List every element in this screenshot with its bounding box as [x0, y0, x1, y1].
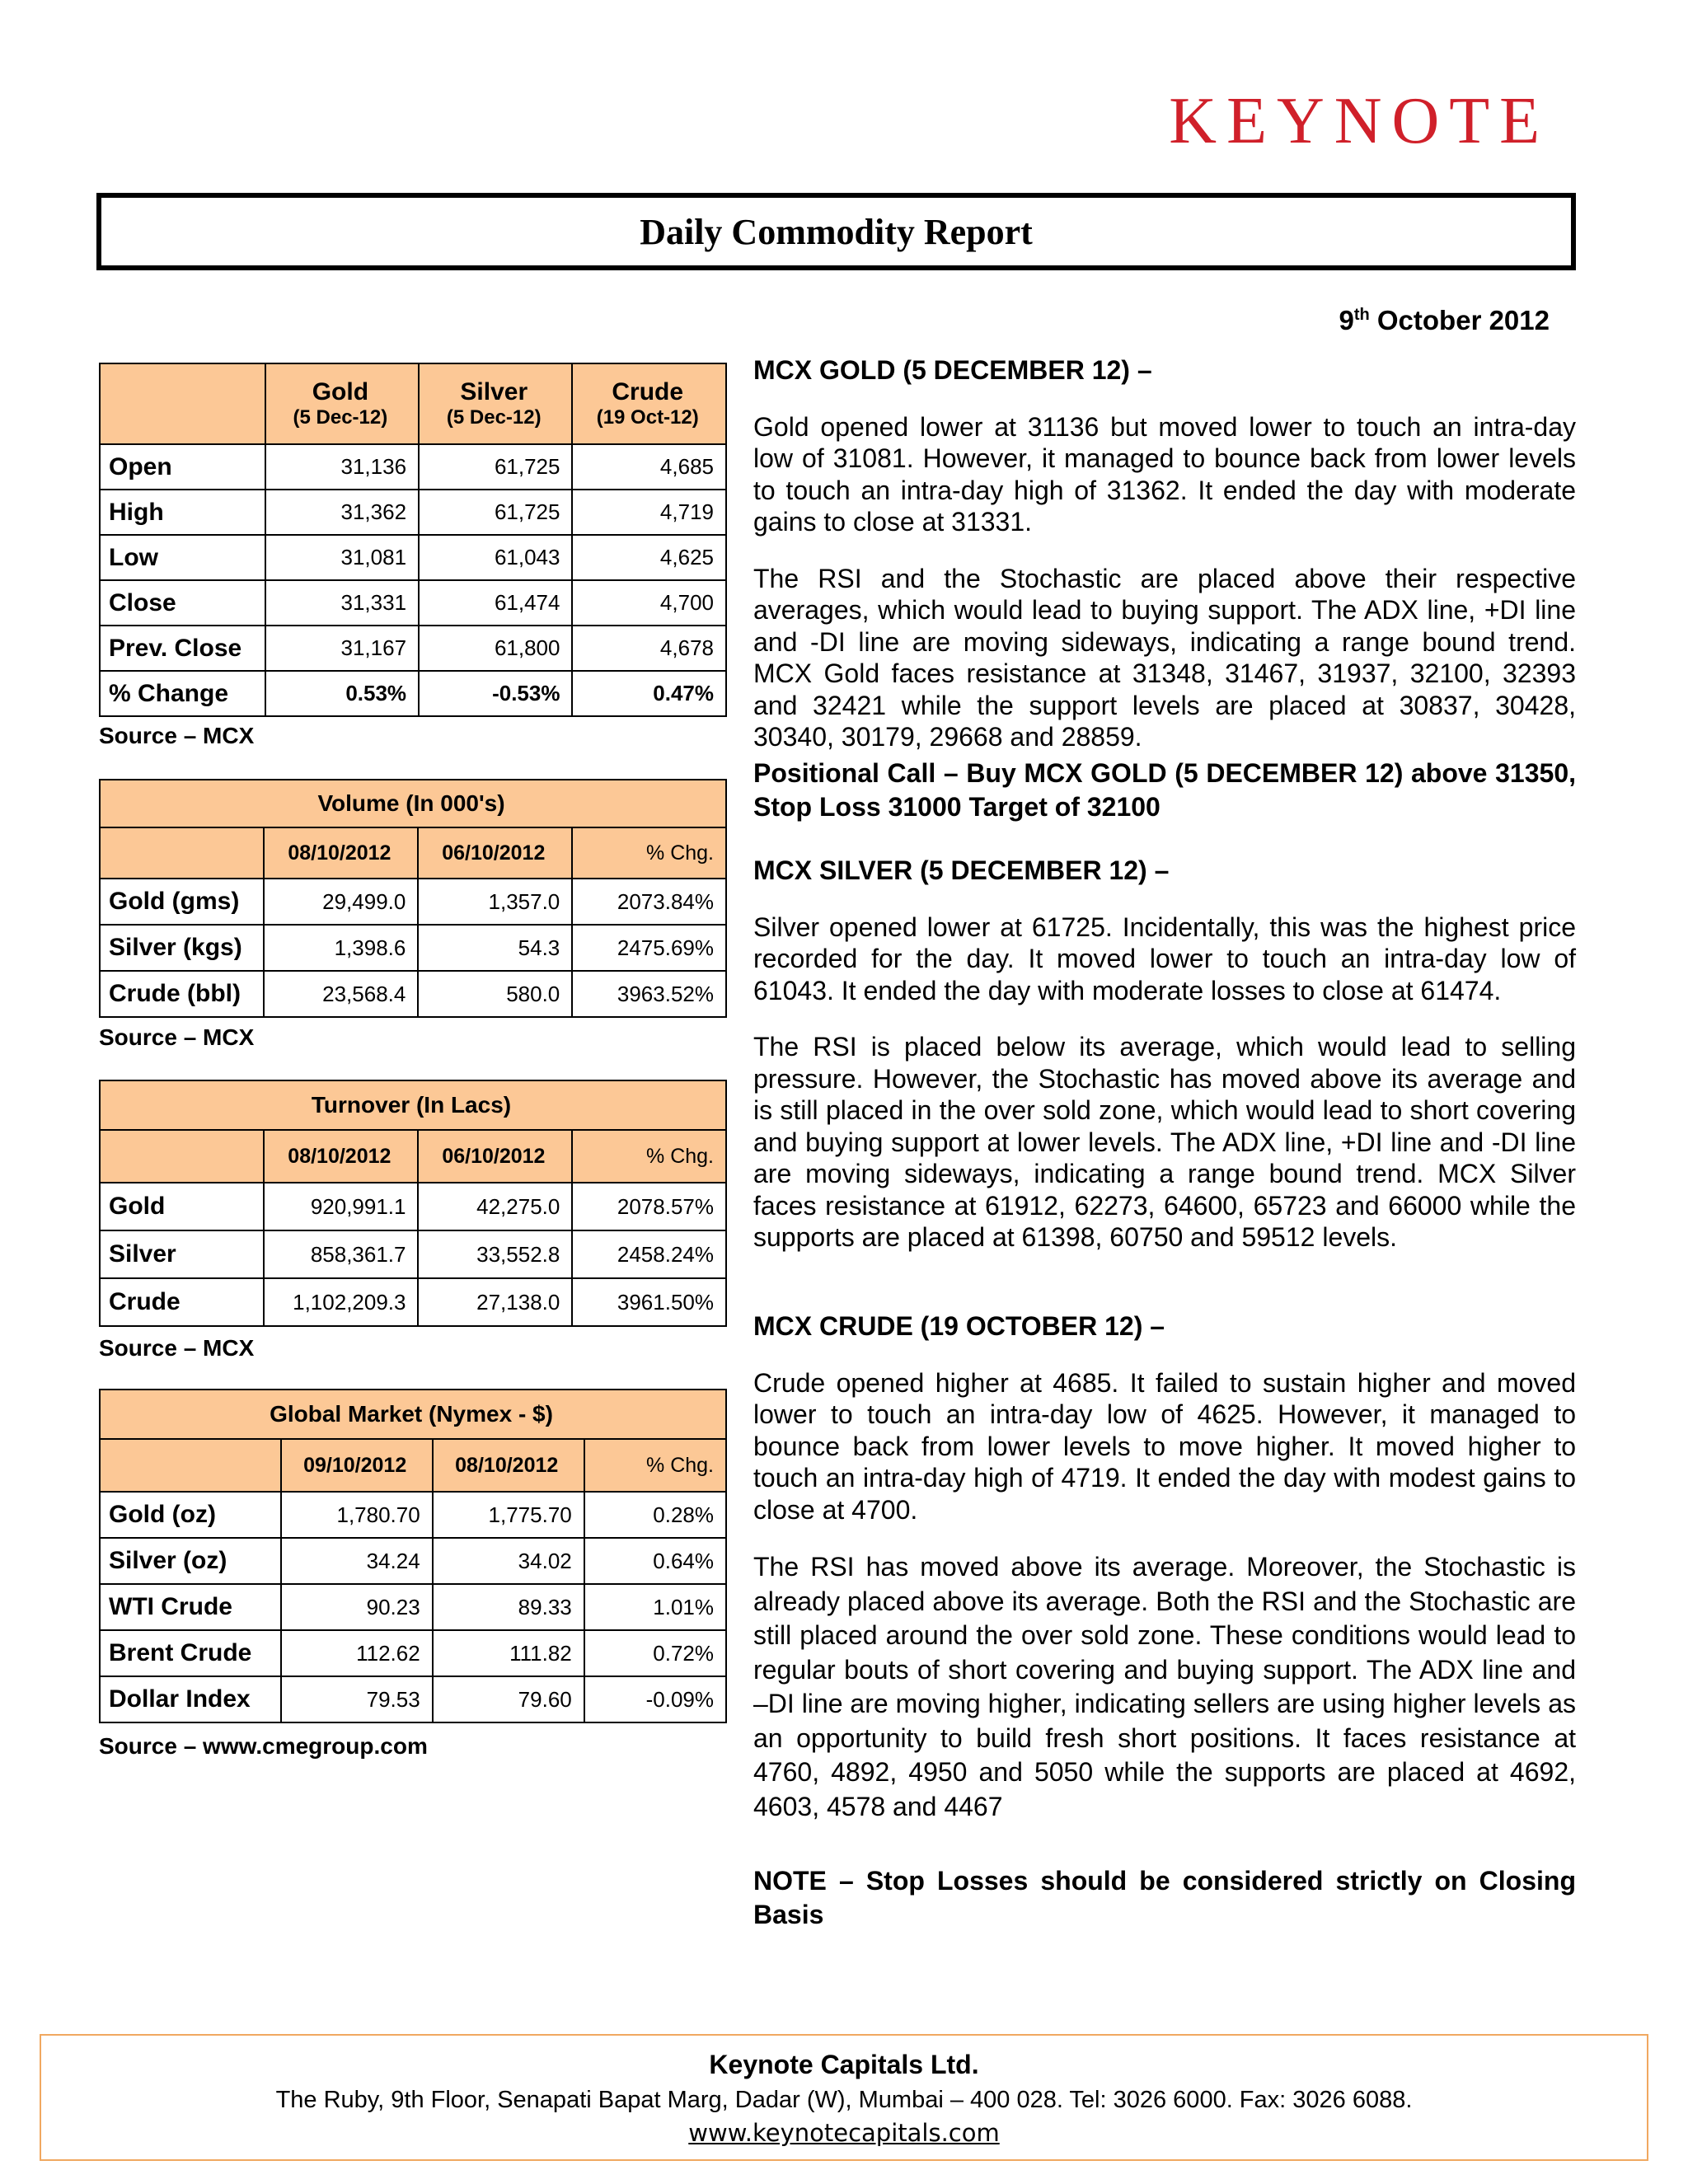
- table-row: Brent Crude 112.62 111.82 0.72%: [100, 1630, 726, 1676]
- stop-loss-note: NOTE – Stop Losses should be considered strictly on Closing Basis: [753, 1866, 1576, 1929]
- price-source: Source – MCX: [99, 723, 255, 748]
- silver-heading: MCX SILVER (5 DECEMBER 12) –: [753, 855, 1170, 885]
- turnover-source: Source – MCX: [99, 1335, 255, 1361]
- global-source: Source – www.cmegroup.com: [99, 1733, 428, 1759]
- report-title: Daily Commodity Report: [640, 211, 1033, 252]
- report-title-box: [96, 193, 1576, 270]
- volume-title: Volume (In 000's): [100, 780, 726, 827]
- table-row: Silver (kgs) 1,398.6 54.3 2475.69%: [100, 925, 726, 971]
- global-title: Global Market (Nymex - $): [100, 1390, 726, 1439]
- table-row: Silver 858,361.7 33,552.8 2458.24%: [100, 1230, 726, 1278]
- gold-paragraph-2: The RSI and the Stochastic are placed above their respective averages, which would lead to buying support. The ADX line, +DI line and -DI line are moving sideways, indicating a range bound trend. MCX Gold faces resistance at 31348, 31467, 31937, 32100, 32393 and 32421 while the support levels are placed at 30837, 30428, 30340, 30179, 29668 and 28859.: [753, 563, 1576, 752]
- report-date: 9th October 2012: [1339, 305, 1550, 335]
- gold-header: Gold (5 Dec-12): [265, 363, 419, 444]
- crude-header: Crude (19 Oct-12): [572, 363, 726, 444]
- turnover-title: Turnover (In Lacs): [100, 1080, 726, 1130]
- silver-section: [753, 855, 1576, 1254]
- table-row: % Change 0.53% -0.53% 0.47%: [100, 671, 726, 716]
- volume-source: Source – MCX: [99, 1024, 255, 1050]
- price-table: [99, 363, 727, 717]
- table-row: Low 31,081 61,043 4,625: [100, 535, 726, 580]
- table-row: Dollar Index 79.53 79.60 -0.09%: [100, 1676, 726, 1722]
- crude-paragraph-2: The RSI has moved above its average. Moreover, the Stochastic is already placed above its average. Both the RSI and the Stochastic are still placed around the over sold zone. These conditions would lead to regular bouts of short covering and buying support. The ADX line and –DI line are moving higher, indicating sellers are using higher levels as an opportunity to build fresh short positions. It faces resistance at 4760, 4892, 4950 and 5050 while the supports are placed at 4692, 4603, 4578 and 4467: [753, 1552, 1576, 1821]
- footer-website-link[interactable]: www.keynotecapitals.com: [688, 2119, 1000, 2147]
- table-row: Crude 1,102,209.3 27,138.0 3961.50%: [100, 1278, 726, 1326]
- table-row: High 31,362 61,725 4,719: [100, 490, 726, 535]
- table-row: Prev. Close 31,167 61,800 4,678: [100, 626, 726, 671]
- table-row: WTI Crude 90.23 89.33 1.01%: [100, 1584, 726, 1630]
- crude-heading: MCX CRUDE (19 OCTOBER 12) –: [753, 1311, 1165, 1341]
- gold-paragraph-1: Gold opened lower at 31136 but moved lower to touch an intra-day low of 31081. However, it managed to bounce back from lower levels to touch an intra-day high of 31362. It ended the day with moderate gains to close at 31331.: [753, 411, 1576, 537]
- crude-section: [753, 1310, 1576, 1824]
- table-row: Gold (oz) 1,780.70 1,775.70 0.28%: [100, 1492, 726, 1538]
- table-row: Close 31,331 61,474 4,700: [100, 580, 726, 626]
- crude-paragraph-1: Crude opened higher at 4685. It failed to sustain higher and moved lower to touch an intra-day low of 4625. However, it managed to bounce back from lower levels to move higher. It moved higher to touch an intra-day high of 4719. It ended the day with modest gains to close at 4700.: [753, 1367, 1576, 1525]
- table-row: Crude (bbl) 23,568.4 580.0 3963.52%: [100, 971, 726, 1017]
- table-row: Gold (gms) 29,499.0 1,357.0 2073.84%: [100, 879, 726, 925]
- table-row: Silver (oz) 34.24 34.02 0.64%: [100, 1538, 726, 1584]
- volume-table: Volume (In 000's) 08/10/2012 06/10/2012 % Chg. Gold (gms) 29,499.0 1,357.0 2073.84% Silver (kgs) 1,398.6 54.3 2475.69% Crude (bbl) 23,568.4 580.0 3963.52%: [99, 779, 727, 1018]
- global-market-table: Global Market (Nymex - $) 09/10/2012 08/10/2012 % Chg. Gold (oz) 1,780.70 1,775.70 0.28% Silver (oz) 34.24 34.02 0.64% WTI Crude 90.23 89.33 1.01% Brent Crude 112.62 111.82 0.72% Dollar Index 79.53 79.60 -0.09%: [99, 1389, 727, 1723]
- silver-paragraph-2: The RSI is placed below its average, which would lead to selling pressure. However, the Stochastic has moved above its average and is still placed in the over sold zone, which would lead to short covering and buying support at lower levels. The ADX line, +DI line and -DI line are moving sideways, indicating a range bound trend. MCX Silver faces resistance at 61912, 62273, 64600, 65723 and 66000 while the supports are placed at 61398, 60750 and 59512 levels.: [753, 1032, 1576, 1252]
- turnover-table: Turnover (In Lacs) 08/10/2012 06/10/2012 % Chg. Gold 920,991.1 42,275.0 2078.57% Silver 858,361.7 33,552.8 2458.24% Crude 1,102,209.3 27,138.0 3961.50%: [99, 1080, 727, 1327]
- silver-header: Silver (5 Dec-12): [419, 363, 572, 444]
- gold-heading: MCX GOLD (5 DECEMBER 12) –: [753, 355, 1152, 385]
- gold-section: [753, 354, 1576, 824]
- gold-positional-call: Positional Call – Buy MCX GOLD (5 DECEMBER 12) above 31350, Stop Loss 31000 Target of 32100: [753, 757, 1576, 822]
- table-row: Gold 920,991.1 42,275.0 2078.57%: [100, 1183, 726, 1230]
- footer-address: The Ruby, 9th Floor, Senapati Bapat Marg, Dadar (W), Mumbai – 400 028. Tel: 3026 6000. Fax: 3026 6088.: [275, 2087, 1413, 2113]
- silver-paragraph-1: Silver opened lower at 61725. Incidentally, this was the highest price recorded for the day. It moved lower to touch an intra-day low of 61043. It ended the day with moderate losses to close at 61474.: [753, 912, 1576, 1005]
- footer-company: Keynote Capitals Ltd.: [709, 2050, 979, 2079]
- keynote-logo: KEYNOTE: [1169, 85, 1550, 157]
- table-row: Open 31,136 61,725 4,685: [100, 444, 726, 490]
- footer: [40, 2034, 1648, 2161]
